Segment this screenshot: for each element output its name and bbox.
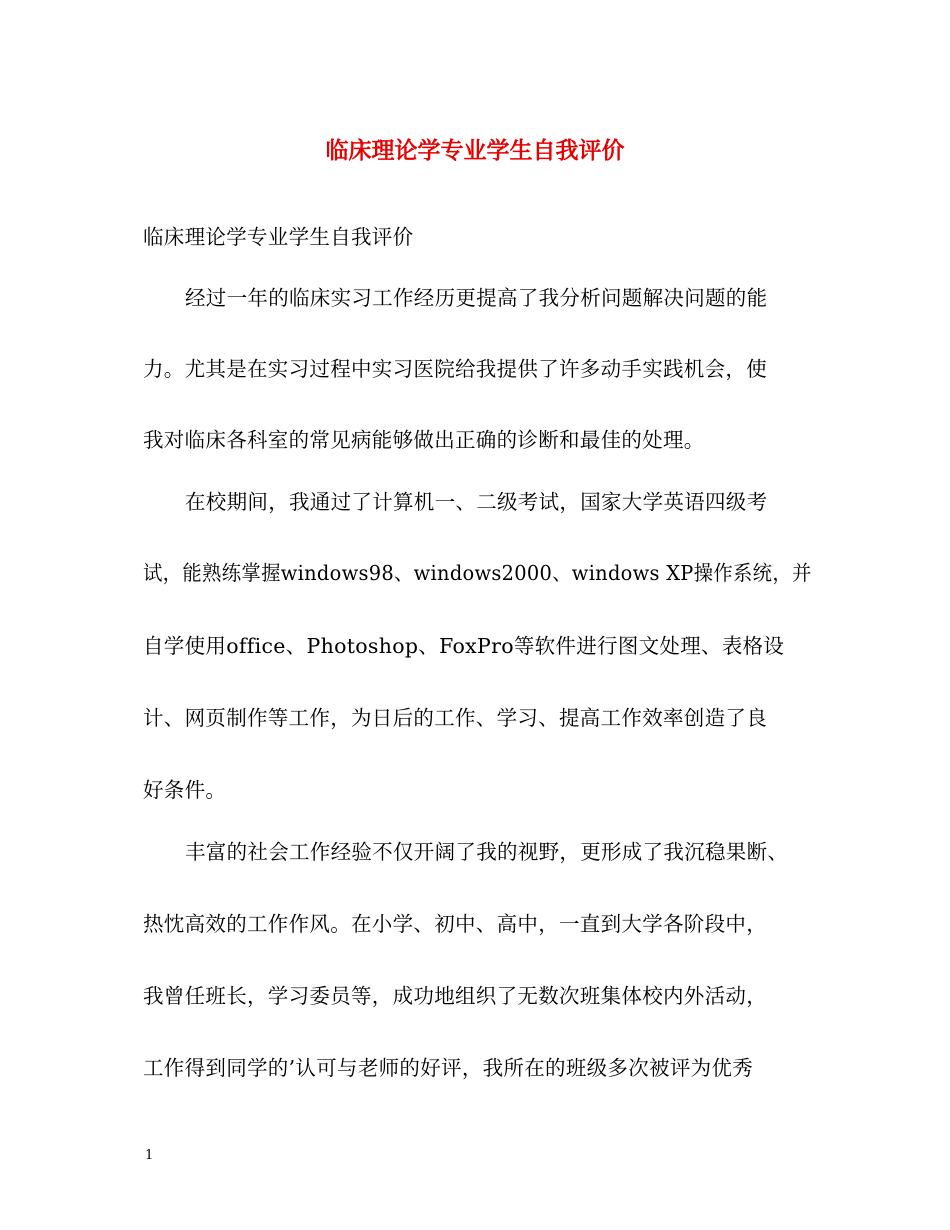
paragraph-line: 试，能熟练掌握windows98、windows2000、windows XP操作系统，并	[143, 561, 812, 585]
paragraph-line: 热忱高效的工作作风。在小学、初中、高中，一直到大学各阶段中，	[143, 912, 767, 936]
paragraph-line: 丰富的社会工作经验不仅开阔了我的视野，更形成了我沉稳果断、	[185, 840, 789, 864]
paragraph-line: 在校期间，我通过了计算机一、二级考试，国家大学英语四级考	[185, 490, 768, 514]
paragraph-line: 我对临床各科室的常见病能够做出正确的诊断和最佳的处理。	[143, 428, 705, 452]
document-subtitle: 临床理论学专业学生自我评价	[143, 225, 414, 249]
page-number: 1	[145, 1148, 154, 1163]
paragraph-line: 好条件。	[143, 778, 227, 802]
paragraph-line: 我曾任班长，学习委员等，成功地组织了无数次班集体校内外活动，	[143, 984, 767, 1008]
paragraph-line: 工作得到同学的’认可与老师的好评，我所在的班级多次被评为优秀	[143, 1056, 754, 1080]
paragraph-line: 自学使用office、Photoshop、FoxPro等软件进行图文处理、表格设	[143, 634, 785, 658]
paragraph-line: 力。尤其是在实习过程中实习医院给我提供了许多动手实践机会，使	[143, 357, 767, 381]
paragraph-line: 经过一年的临床实习工作经历更提高了我分析问题解决问题的能	[185, 286, 768, 310]
document-title: 临床理论学专业学生自我评价	[325, 137, 625, 164]
paragraph-line: 计、网页制作等工作，为日后的工作、学习、提高工作效率创造了良	[143, 706, 767, 730]
